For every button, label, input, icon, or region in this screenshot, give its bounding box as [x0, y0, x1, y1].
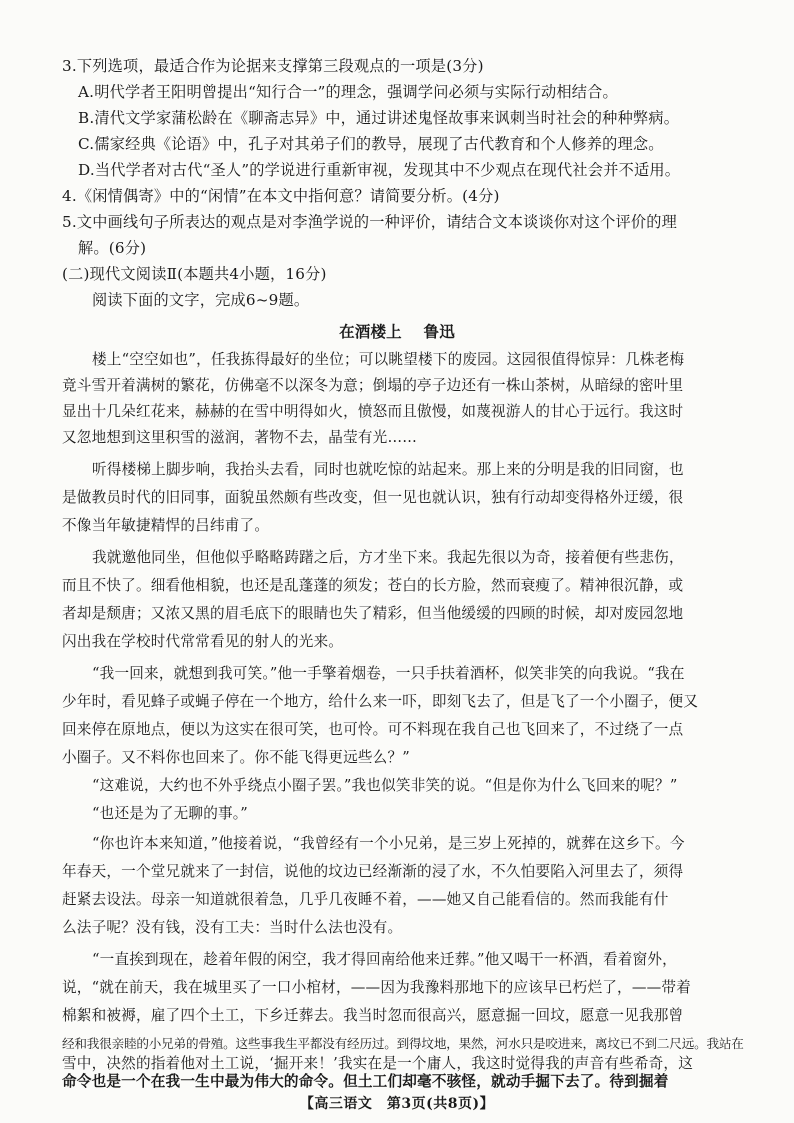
article-line: 听得楼梯上脚步响，我抬头去看，同时也就吃惊的站起来。那上来的分明是我的旧同窗，也: [92, 461, 684, 478]
article-line: “这难说，大约也不外乎绕点小圈子罢。”我也似笑非笑的说。“但是你为什么飞回来的呢？”: [92, 777, 678, 794]
article-line: 又忽地想到这里积雪的滋润，著物不去，晶莹有光……: [62, 429, 418, 446]
article-line: 回来停在原地点，便以为这实在很可笑，也可怜。可不料现在我自己也飞回来了，不过绕了一点: [62, 721, 684, 738]
question-5-line2: 解。(6分): [78, 239, 147, 257]
option-d: D.当代学者对古代“圣人”的学说进行重新审视，发现其中不少观点在现代社会并不适用。: [78, 161, 681, 179]
article-line: “也还是为了无聊的事。”: [92, 805, 248, 822]
article-title-line: [0, 322, 794, 342]
option-c: C.儒家经典《论语》中，孔子对其弟子们的教导，展现了古代教育和个人修养的理念。: [78, 135, 664, 153]
article-line: “一直挨到现在，趁着年假的闲空，我才得回南给他来迁葬。”他又喝干一杯酒，看着窗外，: [92, 951, 677, 968]
option-a: A.明代学者王阳明曾提出“知行合一”的理念，强调学问必须与实际行动相结合。: [78, 83, 618, 101]
article-line: 不像当年敏捷精悍的吕纬甫了。: [62, 517, 270, 534]
page-footer: 【高三语文 第3页(共8页)】: [299, 1096, 495, 1112]
article-line: 者却是颓唐；又浓又黑的眉毛底下的眼睛也失了精彩，但当他缓缓的四顾的时候，却对废园忽地: [62, 605, 684, 622]
article-line: 赶紧去设法。母亲一知道就很着急，几乎几夜睡不着，——她又自己能看信的。然而我能有什: [62, 891, 669, 908]
section-heading: (二)现代文阅读Ⅱ(本题共4小题，16分): [62, 265, 327, 283]
article-line: 我就邀他同坐，但他似乎略略踌躇之后，方才坐下来。我起先很以为奇，接着便有些悲伤，: [92, 549, 684, 566]
question-3-stem: 3.下列选项，最适合作为论据来支撑第三段观点的一项是(3分): [62, 57, 484, 75]
article-title: 在酒楼上: [339, 322, 402, 341]
article-line: 小圈子。又不料你也回来了。你不能飞得更远些么？”: [62, 749, 410, 766]
article-line: 显出十几朵红花来，赫赫的在雪中明得如火，愤怒而且傲慢，如蔑视游人的甘心于远行。我这时: [62, 403, 684, 420]
article-line: 少年时，看见蜂子或蝇子停在一个地方，给什么来一吓，即刻飞去了，但是飞了一个小圈子，便又: [62, 693, 699, 710]
article-line: “你也许本来知道，”他接着说，“我曾经有一个小兄弟，是三岁上死掉的，就葬在这乡下。今: [92, 835, 685, 852]
article-author: 鲁迅: [423, 322, 455, 341]
article-line: 竟斗雪开着满树的繁花，仿佛毫不以深冬为意；倒塌的亭子边还有一株山茶树，从暗绿的密叶里: [62, 377, 684, 394]
article-line: “我一回来，就想到我可笑。”他一手擎着烟卷，一只手扶着酒杯，似笑非笑的向我说。“我在: [92, 665, 685, 682]
article-line: 雪中，决然的指着他对土工说，‘掘开来！’我实在是一个庸人，我这时觉得我的声音有些希奇，这: [62, 1055, 694, 1072]
reading-instruction: 阅读下面的文字，完成6~9题。: [92, 291, 310, 309]
article-line: 么法子呢？没有钱，没有工夫：当时什么法也没有。: [62, 919, 403, 936]
article-line: 而且不快了。细看他相貌，也还是乱蓬蓬的须发；苍白的长方脸，然而衰瘦了。精神很沉静，或: [62, 577, 684, 594]
article-line: 楼上“空空如也”，任我拣得最好的坐位；可以眺望楼下的废园。这园很值得惊异：几株老梅: [92, 351, 685, 368]
article-line: 经和我很亲睦的小兄弟的骨殖。这些事我生平都没有经历过。到得坟地，果然，河水只是咬进来，离坟已不到二尺远。我站在: [62, 1036, 744, 1051]
article-line: 是做教员时代的旧同事，面貌虽然颇有些改变，但一见也就认识，独有行动却变得格外迂缓，很: [62, 489, 684, 506]
option-b: B.清代文学家蒲松龄在《聊斋志异》中，通过讲述鬼怪故事来讽刺当时社会的种种弊病。: [78, 109, 680, 127]
article-line: 说，“就在前天，我在城里买了一口小棺材，——因为我豫料那地下的应该早已朽烂了，——带着: [62, 979, 692, 996]
question-4: 4.《闲情偶寄》中的“闲情”在本文中指何意？请简要分析。(4分): [62, 187, 500, 205]
question-5-line1: 5.文中画线句子所表达的观点是对李渔学说的一种评价，请结合文本谈谈你对这个评价的理: [62, 213, 678, 231]
article-line: 年春天，一个堂兄就来了一封信，说他的坟边已经渐渐的浸了水，不久怕要陷入河里去了，须得: [62, 863, 684, 880]
article-line: 命令也是一个在我一生中最为伟大的命令。但土工们却毫不骇怪，就动手掘下去了。待到掘着: [62, 1073, 669, 1090]
article-line: 闪出我在学校时代常常看见的射人的光来。: [62, 633, 344, 650]
article-line: 棉絮和被褥，雇了四个土工，下乡迁葬去。我当时忽而很高兴，愿意掘一回坟，愿意一见我那曾: [62, 1007, 684, 1024]
